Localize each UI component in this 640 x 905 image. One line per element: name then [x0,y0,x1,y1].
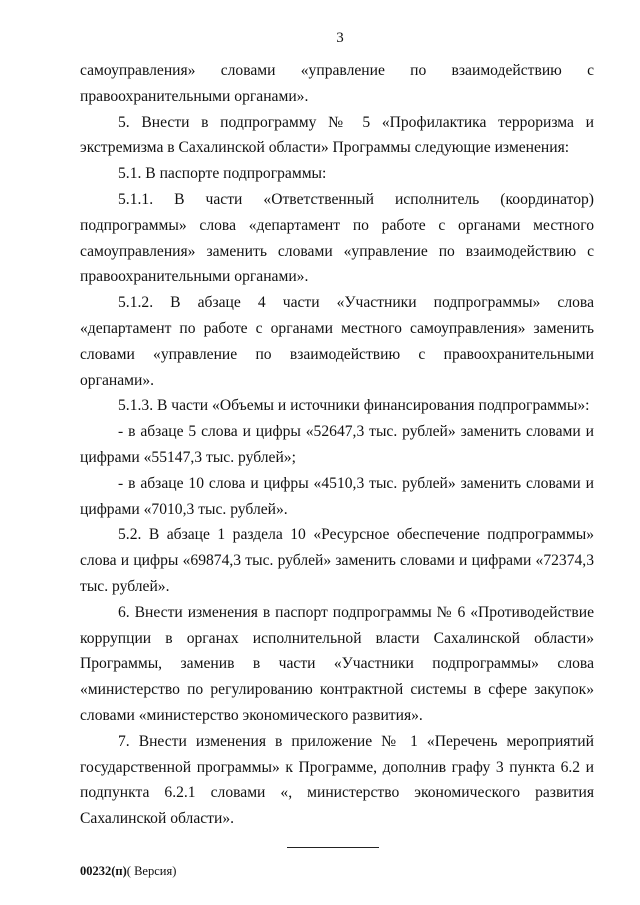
paragraph-item-7: 7. Внести изменения в приложение № 1 «Перечень мероприятий государственной программы» к Программе, дополнив графу 3 пункта 6.2 и подпункта 6.2.1 словами «, министерство экономического развития Сахалинской области». [80,732,594,828]
paragraph-list-abzac-10: - в абзаце 10 слова и цифры «4510,3 тыс. рублей» заменить словами и цифрами «7010,3 тыс. рублей». [80,474,594,518]
document-body [80,58,594,832]
page-number: 3 [336,30,344,46]
paragraph-item-5-1-1: 5.1.1. В части «Ответственный исполнитель (координатор) подпрограммы» слова «департамент по работе с органами местного самоуправления» заменить словами «управление по взаимодействию с правоохранительными органами». [80,190,594,286]
document-version: ( Версия) [126,864,177,878]
footer-document-code [80,864,176,879]
footer-divider [287,847,379,848]
paragraph-item-6: 6. Внести изменения в паспорт подпрограммы № 6 «Противодействие коррупции в органах исполнительной власти Сахалинской области» Программы, заменив в части «Участники подпрограммы» слова «министерство по регулированию контрактной системы в сфере закупок» словами «министерство экономического развития». [80,603,594,724]
paragraph-item-5-2: 5.2. В абзаце 1 раздела 10 «Ресурсное обеспечение подпрограммы» слова и цифры «69874,3 тыс. рублей» заменить словами и цифрами «72374,3 тыс. рублей». [80,526,594,595]
paragraph-continuation: самоуправления» словами «управление по взаимодействию с правоохранительными органами». [80,62,594,105]
paragraph-item-5-1-3: 5.1.3. В части «Объемы и источники финансирования подпрограммы»: [118,397,590,415]
paragraph-list-abzac-5: - в абзаце 5 слова и цифры «52647,3 тыс. рублей» заменить словами и цифрами «55147,3 тыс. рублей»; [80,423,594,466]
paragraph-item-5-1: 5.1. В паспорте подпрограммы: [118,165,327,183]
document-code: 00232(п) [80,864,127,878]
paragraph-item-5-1-2: 5.1.2. В абзаце 4 части «Участники подпрограммы» слова «департамент по работе с органами местного самоуправления» заменить словами «управление по взаимодействию с правоохранительными органами». [80,294,594,389]
paragraph-item-5: 5. Внести в подпрограмму № 5 «Профилактика терроризма и экстремизма в Сахалинской области» Программы следующие изменения: [80,113,594,157]
